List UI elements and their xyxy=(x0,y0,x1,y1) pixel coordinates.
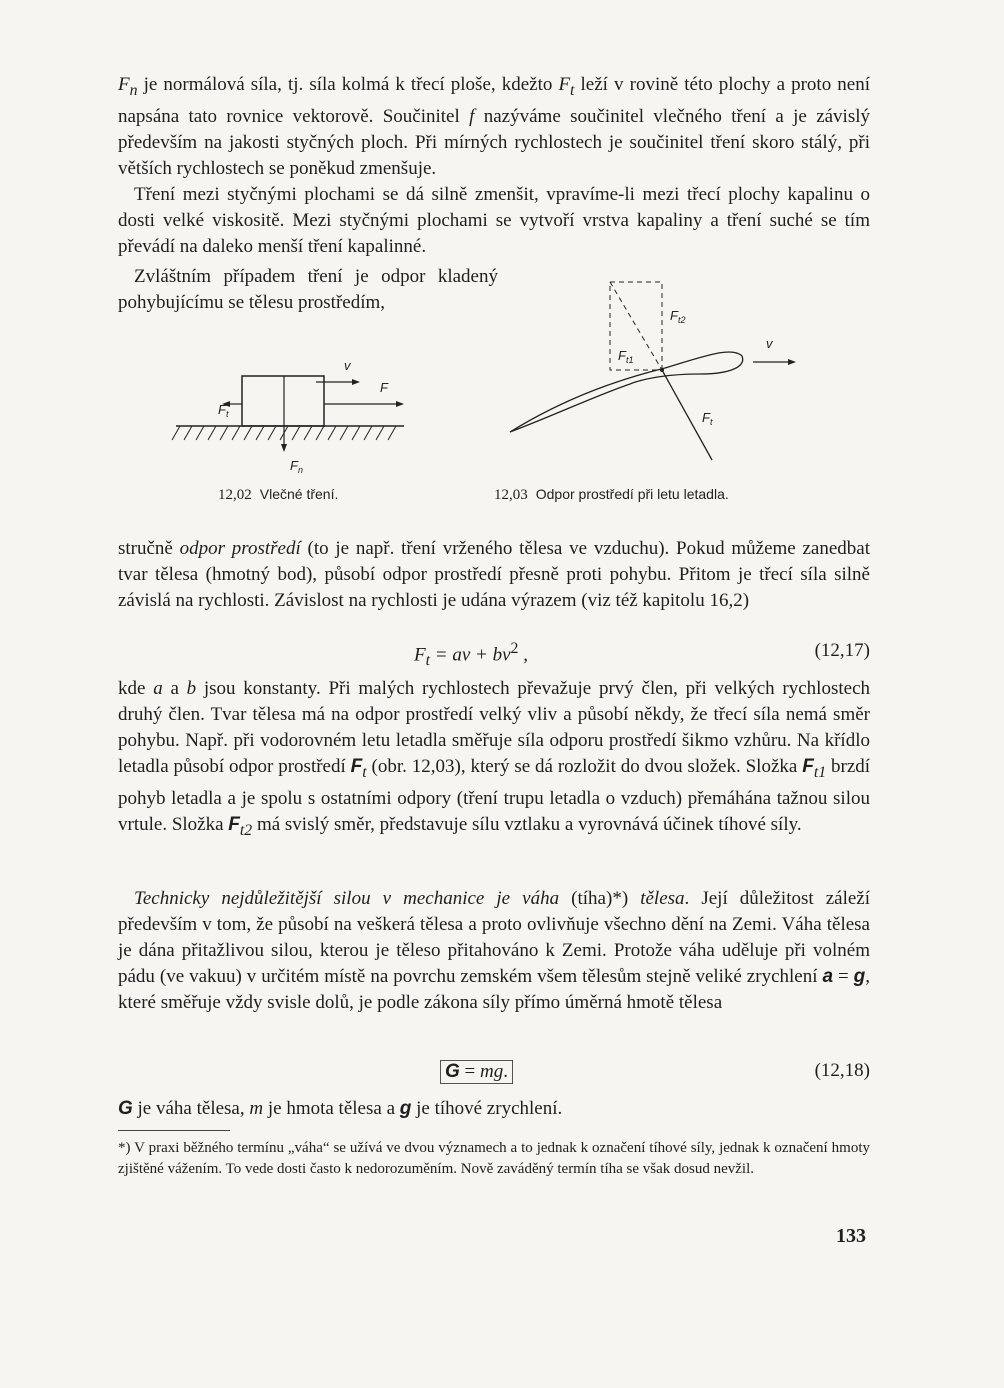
boxed-equation: G = mg. xyxy=(440,1060,513,1084)
fig1-label-Fn: $F_n$ xyxy=(290,458,303,475)
paragraph-7: G je váha tělesa, m je hmota tělesa a g je tíhové zrychlení. xyxy=(118,1098,563,1119)
equation-12-17: $F_t$ = av + $bv^2$ , (12,17) xyxy=(414,640,870,670)
figure-12-02-caption: 12,02 Vlečné tření. xyxy=(218,486,339,503)
footnote-rule xyxy=(118,1130,230,1131)
equation-number-12-17: (12,17) xyxy=(814,640,870,661)
paragraph-6: Technicky nejdůležitější silou v mechanice je váha (tíha)*) tělesa. Její důležitost záleží především v tom, že působí na veškerá tělesa a proto ovlivňuje všechno dění na Zemi. Váha tělesa je dána přitažlivou silou, kterou je těleso přitahováno k Zemi. Protože váha uděluje při volném pádu (ve vakuu) v určitém místě na povrchu zemském všem tělesům stejně veliké zrychlení a = g, které směřuje vždy svisle dolů, je podle zákona síly přímo úměrná hmotě tělesa xyxy=(118,888,871,1013)
fig2-label-v: v xyxy=(766,336,773,351)
fig1-label-v: v xyxy=(344,358,351,373)
fig2-label-Ft2: $F_{t2}$ xyxy=(670,308,686,325)
figure-12-03-caption: 12,03 Odpor prostředí při letu letadla. xyxy=(494,486,729,503)
fig2-label-Ft1: $F_{t1}$ xyxy=(618,348,634,365)
paragraph-2: Tření mezi styčnými plochami se dá silně zmenšit, vpravíme-li mezi třecí plochy kapalinu o dosti velké viskositě. Mezi styčnými plochami se vytvoří vrstva kapaliny a tření suché se tím převádí na daleko menší tření kapalinné. xyxy=(118,184,870,257)
paragraph-5: kde a a b jsou konstanty. Při malých rychlostech převažuje prvý člen, při velkých rychlostech druhý člen. Tvar tělesa má na odpor prostředí velký vliv a působí někdy, že třecí síla nemá směr pohybu. Např. při vodorovném letu letadla směřuje síla odporu prostředí šikmo vzhůru. Na křídlo letadla působí odpor prostředí $F_t$ (obr. 12,03), který se dá rozložit do dvou složek. Složka $F_{t1}$ brzdí pohyb letadla a je spolu s ostatními odpory (tření trupu letadla o vzduch) přemáhána tažnou silou vrtule. Složka $F_{t2}$ má svislý směr, představuje sílu vztlaku a vyrovnává účinek tíhové síly. xyxy=(118,678,871,839)
fig1-label-F: F xyxy=(380,380,388,395)
equation-12-18 xyxy=(118,1060,870,1088)
fig1-label-Ft: $F_t$ xyxy=(218,402,229,419)
footnote: *) V praxi běžného termínu „váha“ se užívá ve dvou významech a to jednak k označení tíhové síly, jednak k označení hmoty zjištěné vážením. To vede dosti často k nedorozuměním. Nově zaváděný termín tíha se však dosud nevžil. xyxy=(118,1140,870,1177)
figure-12-02 xyxy=(168,348,418,478)
page-number: 133 xyxy=(836,1225,866,1247)
symbol-F: F xyxy=(118,74,130,95)
equation-number-12-18: (12,18) xyxy=(814,1060,870,1081)
paragraph-4: stručně odpor prostředí (to je např. tření vrženého tělesa ve vzduchu). Pokud můžeme zanedbat tvar tělesa (hmotný bod), působí odpor prostředí přesně proti pohybu. Přitom je třecí síla silně závislá na rychlosti. Závislost na rychlosti je udána výrazem (viz též kapitolu 16,2) xyxy=(118,538,870,611)
paragraph-1: $F_n$ je normálová síla, tj. síla kolmá k třecí ploše, kdežto $F_t$ leží v rovině této plochy a proto není napsána tato rovnice vektorově. Součinitel f nazýváme součinitel vlečného tření a je závislý především na jakosti styčných ploch. Při mírných rychlostech je součinitel tření skoro stálý, při větších rychlostech se poněkud zmenšuje. xyxy=(118,74,871,179)
symbol-f: f xyxy=(469,105,475,127)
figure-12-03 xyxy=(500,270,820,470)
fig2-label-Ft: $F_t$ xyxy=(702,410,713,427)
paragraph-3: Zvláštním případem tření je odpor kladený pohybujícímu se tělesu prostředím, xyxy=(118,266,498,313)
